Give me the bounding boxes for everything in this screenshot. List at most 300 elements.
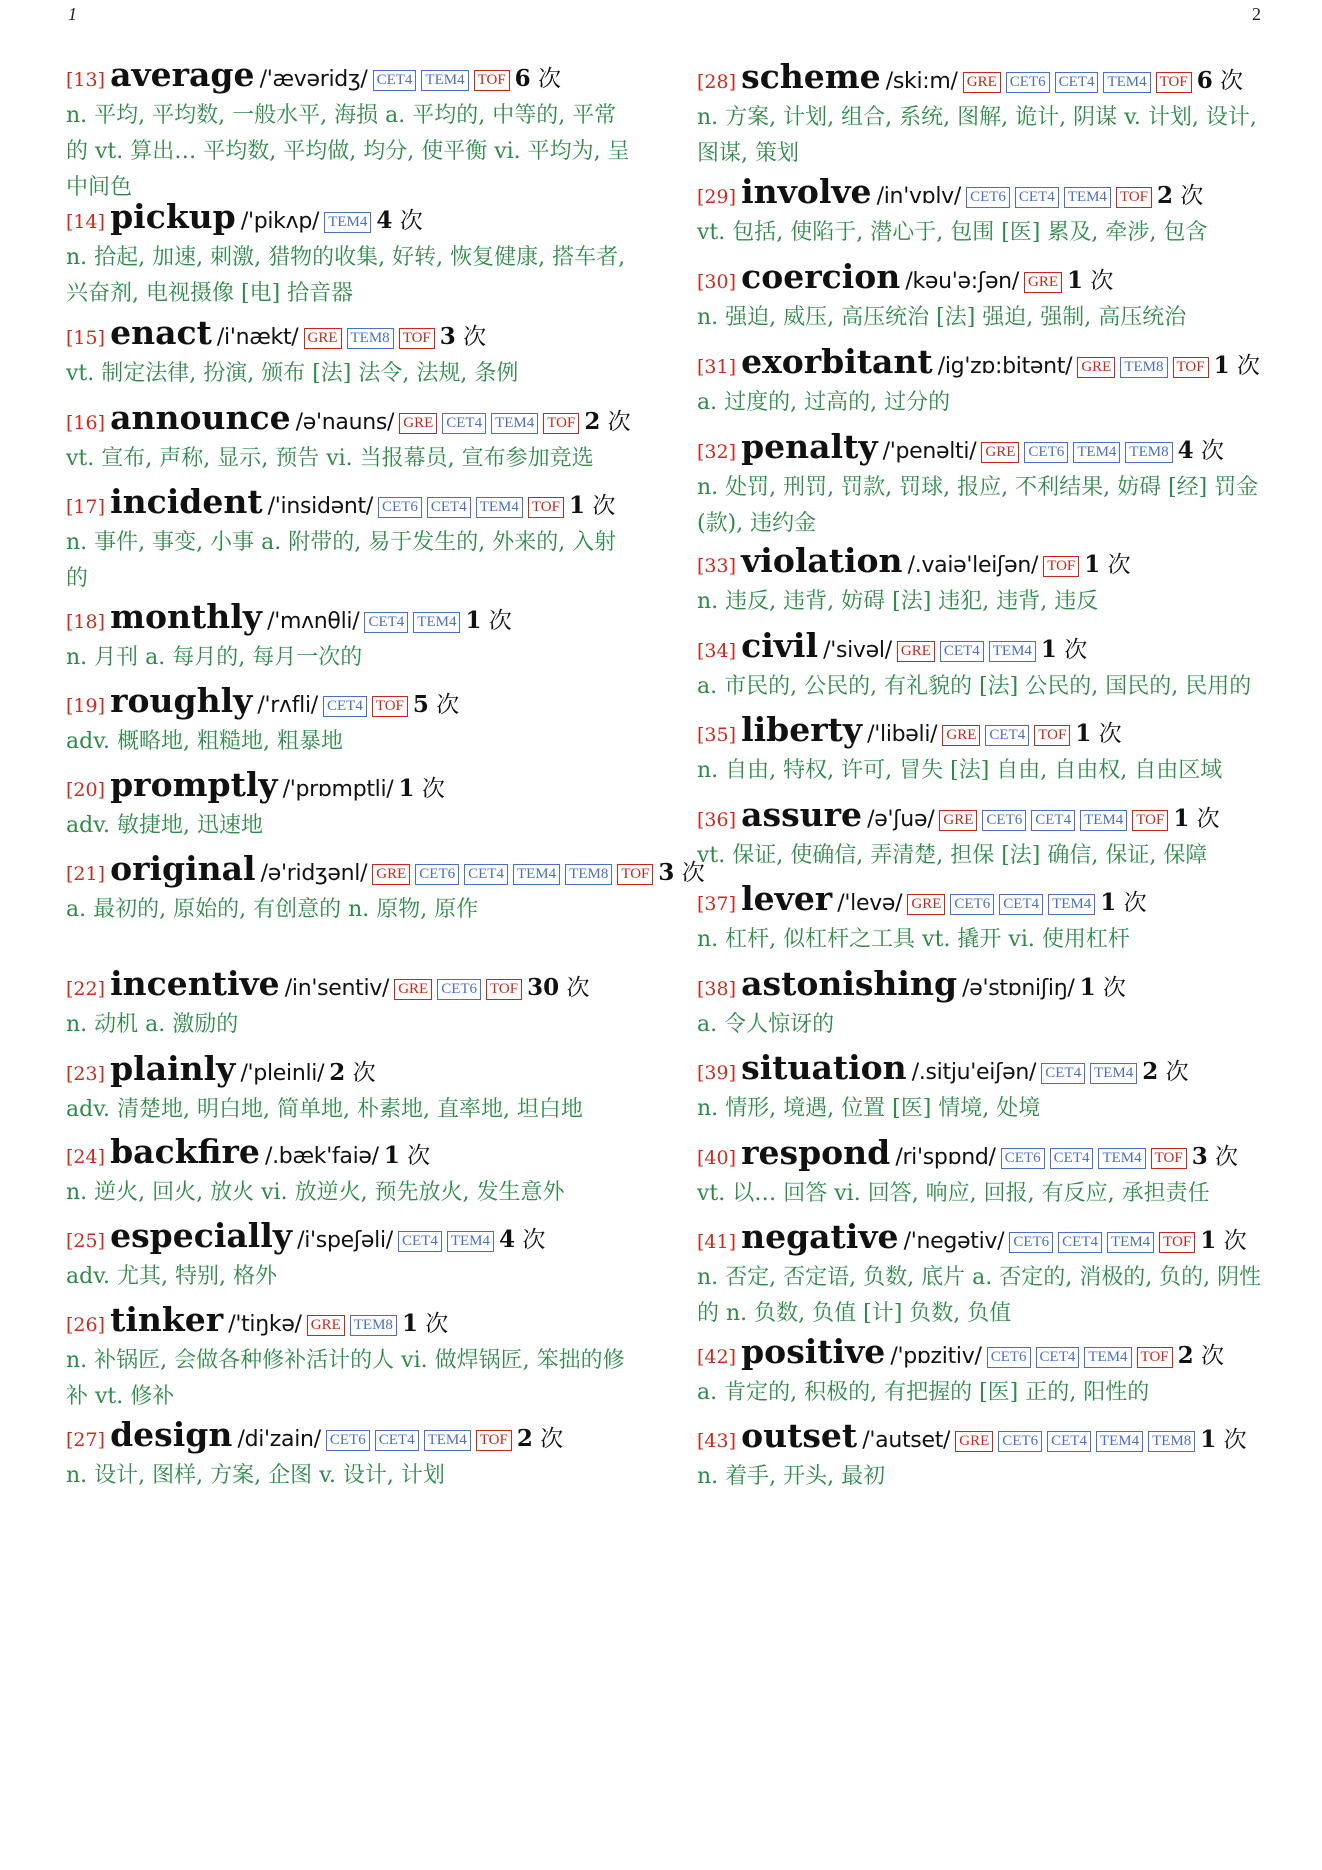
entry-index: [14] bbox=[66, 211, 106, 233]
frequency-unit: 次 bbox=[538, 66, 561, 92]
exam-tag: CET6 bbox=[326, 1430, 370, 1451]
entry-index: [31] bbox=[697, 356, 737, 378]
headword: scheme bbox=[741, 57, 881, 96]
exam-tag: TEM8 bbox=[347, 328, 394, 349]
entry-index: [37] bbox=[697, 893, 737, 915]
exam-tag: CET6 bbox=[950, 894, 994, 915]
exam-tag: TEM4 bbox=[1064, 187, 1111, 208]
phonetic: /in'sentiv/ bbox=[284, 976, 390, 1001]
entry-headline bbox=[697, 1133, 1267, 1176]
definition: n. 平均, 平均数, 一般水平, 海损 a. 平均的, 中等的, 平常的 vt. 算出… 平均数, 平均做, 均分, 使平衡 vi. 平均为, 呈中间色 bbox=[66, 103, 630, 200]
entry-headline bbox=[697, 342, 1267, 385]
entry-index: [32] bbox=[697, 441, 737, 463]
exam-tag: CET4 bbox=[1047, 1431, 1091, 1452]
definition: n. 着手, 开头, 最初 bbox=[697, 1464, 886, 1489]
frequency-unit: 次 bbox=[522, 1227, 546, 1253]
frequency-number: 6 bbox=[1196, 67, 1213, 94]
entry-headline bbox=[697, 710, 1267, 753]
frequency-unit: 次 bbox=[607, 409, 631, 435]
entry-index: [29] bbox=[697, 186, 737, 208]
frequency-count bbox=[499, 1227, 545, 1253]
entry-headline bbox=[697, 257, 1267, 300]
phonetic: /'sivəl/ bbox=[823, 638, 892, 663]
exam-tag: GRE bbox=[399, 413, 437, 434]
exam-tag: CET4 bbox=[940, 641, 984, 662]
exam-tag: CET4 bbox=[427, 497, 471, 518]
entry-index: [13] bbox=[66, 69, 106, 91]
frequency-number: 1 bbox=[465, 607, 482, 634]
exam-tag: TEM8 bbox=[565, 864, 612, 885]
definition: n. 否定, 否定语, 负数, 底片 a. 否定的, 消极的, 负的, 阴性的 n. 负数, 负值 [计] 负数, 负值 bbox=[697, 1265, 1262, 1326]
word-entry bbox=[697, 57, 1267, 172]
frequency-count bbox=[1157, 183, 1203, 209]
entry-headline bbox=[66, 1049, 636, 1092]
frequency-number: 5 bbox=[412, 691, 429, 718]
entry-headline bbox=[66, 482, 636, 525]
frequency-unit: 次 bbox=[425, 1311, 449, 1337]
entry-index: [33] bbox=[697, 555, 737, 577]
definition: a. 过度的, 过高的, 过分的 bbox=[697, 390, 951, 415]
exam-tag: TEM4 bbox=[424, 1430, 471, 1451]
word-entry bbox=[697, 541, 1267, 620]
exam-tag: TEM8 bbox=[1125, 442, 1172, 463]
entry-index: [23] bbox=[66, 1063, 106, 1085]
entry-index: [17] bbox=[66, 496, 106, 518]
exam-tag: CET6 bbox=[987, 1347, 1031, 1368]
frequency-count bbox=[1075, 721, 1121, 747]
definition: vt. 制定法律, 扮演, 颁布 [法] 法令, 法规, 条例 bbox=[66, 361, 519, 386]
frequency-count bbox=[569, 493, 615, 519]
exam-tag: CET4 bbox=[464, 864, 508, 885]
entry-headline bbox=[66, 964, 636, 1007]
phonetic: /ski:m/ bbox=[885, 69, 958, 94]
headword: assure bbox=[741, 795, 863, 834]
frequency-unit: 次 bbox=[463, 324, 487, 350]
exam-tag: GRE bbox=[1077, 357, 1115, 378]
definition: n. 方案, 计划, 组合, 系统, 图解, 诡计, 阴谋 v. 计划, 设计, 图谋, 策划 bbox=[697, 105, 1257, 166]
exam-tag: TOF bbox=[1132, 810, 1168, 831]
frequency-count bbox=[1197, 68, 1243, 94]
frequency-count bbox=[384, 1143, 430, 1169]
exam-tag: CET6 bbox=[1006, 72, 1050, 93]
frequency-number: 3 bbox=[439, 323, 456, 350]
exam-tag: CET6 bbox=[378, 497, 422, 518]
frequency-number: 1 bbox=[1213, 352, 1230, 379]
frequency-unit: 次 bbox=[399, 208, 423, 234]
phonetic: /'autset/ bbox=[862, 1428, 951, 1453]
entry-headline bbox=[697, 795, 1267, 838]
frequency-unit: 次 bbox=[436, 692, 460, 718]
definition: n. 强迫, 威压, 高压统治 [法] 强迫, 强制, 高压统治 bbox=[697, 305, 1187, 330]
phonetic: /ə'nauns/ bbox=[295, 410, 395, 435]
phonetic: /'pɒzitiv/ bbox=[890, 1344, 982, 1369]
entry-headline bbox=[66, 1415, 636, 1458]
definition: n. 拾起, 加速, 刺激, 猎物的收集, 好转, 恢复健康, 搭车者, 兴奋剂, 电视摄像 [电] 拾音器 bbox=[66, 245, 626, 306]
word-entry bbox=[66, 398, 636, 477]
exam-tag: TEM4 bbox=[491, 413, 538, 434]
frequency-count bbox=[527, 975, 589, 1001]
exam-tag: GRE bbox=[372, 864, 410, 885]
frequency-count bbox=[440, 324, 486, 350]
entry-index: [43] bbox=[697, 1430, 737, 1452]
frequency-unit: 次 bbox=[681, 860, 705, 886]
frequency-unit: 次 bbox=[1098, 721, 1122, 747]
exam-tag: CET6 bbox=[437, 979, 481, 1000]
entry-index: [26] bbox=[66, 1314, 106, 1336]
phonetic: /'tiŋkə/ bbox=[228, 1312, 302, 1337]
entry-headline bbox=[697, 427, 1267, 470]
headword: design bbox=[110, 1415, 233, 1454]
phonetic: /'pikʌp/ bbox=[240, 209, 320, 234]
frequency-number: 1 bbox=[398, 775, 415, 802]
phonetic: /.bæk'faiə/ bbox=[265, 1144, 379, 1169]
frequency-unit: 次 bbox=[1200, 1343, 1224, 1369]
headword: penalty bbox=[741, 427, 878, 466]
entry-headline bbox=[697, 172, 1267, 215]
phonetic: /'ævəridʒ/ bbox=[259, 67, 368, 92]
phonetic: /ə'ʃuə/ bbox=[867, 807, 935, 832]
entry-index: [35] bbox=[697, 724, 737, 746]
frequency-count bbox=[1200, 1427, 1246, 1453]
headword: involve bbox=[741, 172, 872, 211]
entry-headline bbox=[697, 1217, 1267, 1260]
frequency-number: 1 bbox=[1075, 720, 1092, 747]
frequency-number: 2 bbox=[516, 1425, 533, 1452]
word-entry bbox=[697, 964, 1267, 1043]
word-entry bbox=[66, 482, 636, 597]
frequency-number: 4 bbox=[376, 207, 393, 234]
frequency-unit: 次 bbox=[1165, 1059, 1189, 1085]
exam-tag: GRE bbox=[942, 725, 980, 746]
definition: adv. 敏捷地, 迅速地 bbox=[66, 813, 263, 838]
definition: n. 自由, 特权, 许可, 冒失 [法] 自由, 自由权, 自由区域 bbox=[697, 758, 1223, 783]
frequency-count bbox=[1041, 637, 1087, 663]
frequency-number: 1 bbox=[383, 1142, 400, 1169]
entry-headline bbox=[66, 681, 636, 724]
frequency-number: 1 bbox=[1040, 636, 1057, 663]
exam-tag: CET4 bbox=[323, 696, 367, 717]
exam-tag: GRE bbox=[907, 894, 945, 915]
frequency-count bbox=[1100, 890, 1146, 916]
frequency-number: 2 bbox=[1157, 182, 1174, 209]
entry-headline bbox=[66, 55, 636, 98]
frequency-unit: 次 bbox=[1180, 183, 1204, 209]
exam-tag: TEM4 bbox=[1103, 72, 1150, 93]
frequency-count bbox=[399, 776, 445, 802]
exam-tag: GRE bbox=[963, 72, 1001, 93]
frequency-number: 1 bbox=[1100, 889, 1117, 916]
exam-tag: TOF bbox=[1159, 1232, 1195, 1253]
frequency-number: 1 bbox=[568, 492, 585, 519]
word-entry bbox=[697, 1048, 1267, 1127]
exam-tag: CET4 bbox=[1055, 72, 1099, 93]
phonetic: /'negətiv/ bbox=[903, 1229, 1005, 1254]
phonetic: /ig'zɒ:bitənt/ bbox=[937, 354, 1073, 379]
frequency-unit: 次 bbox=[1220, 68, 1244, 94]
exam-tag: CET6 bbox=[982, 810, 1026, 831]
phonetic: /in'vɒlv/ bbox=[876, 184, 961, 209]
exam-tag: TOF bbox=[1034, 725, 1070, 746]
entry-headline bbox=[66, 398, 636, 441]
frequency-count bbox=[376, 208, 422, 234]
phonetic: /ə'ridʒənl/ bbox=[260, 861, 368, 886]
word-entry bbox=[697, 1133, 1267, 1212]
entry-index: [18] bbox=[66, 611, 106, 633]
word-entry bbox=[66, 197, 636, 312]
frequency-unit: 次 bbox=[566, 975, 590, 1001]
frequency-number: 1 bbox=[401, 1310, 418, 1337]
frequency-number: 30 bbox=[527, 974, 560, 1001]
exam-tag: TOF bbox=[1137, 1347, 1173, 1368]
frequency-count bbox=[1192, 1144, 1238, 1170]
exam-tag: CET6 bbox=[966, 187, 1010, 208]
headword: tinker bbox=[110, 1300, 224, 1339]
exam-tag: TOF bbox=[372, 696, 408, 717]
frequency-number: 1 bbox=[1200, 1426, 1217, 1453]
frequency-unit: 次 bbox=[1090, 268, 1114, 294]
page-number-right: 2 bbox=[1252, 4, 1261, 24]
frequency-unit: 次 bbox=[1102, 975, 1126, 1001]
exam-tag: TEM4 bbox=[1084, 1347, 1131, 1368]
definition: vt. 宣布, 声称, 显示, 预告 vi. 当报幕员, 宣布参加竞选 bbox=[66, 446, 594, 471]
exam-tag: CET4 bbox=[364, 612, 408, 633]
headword: incentive bbox=[110, 964, 280, 1003]
exam-tag: GRE bbox=[1024, 272, 1062, 293]
entry-headline bbox=[697, 964, 1267, 1007]
headword: monthly bbox=[110, 597, 262, 636]
phonetic: /'penəlti/ bbox=[882, 439, 977, 464]
entry-index: [24] bbox=[66, 1146, 106, 1168]
definition: vt. 包括, 使陷于, 潜心于, 包围 [医] 累及, 牵涉, 包含 bbox=[697, 220, 1208, 245]
definition: adv. 概略地, 粗糙地, 粗暴地 bbox=[66, 729, 343, 754]
exam-tag: TOF bbox=[486, 979, 522, 1000]
headword: coercion bbox=[741, 257, 901, 296]
entry-headline bbox=[66, 1132, 636, 1175]
frequency-unit: 次 bbox=[1236, 353, 1260, 379]
exam-tag: TOF bbox=[476, 1430, 512, 1451]
frequency-count bbox=[584, 409, 630, 435]
headword: outset bbox=[741, 1416, 858, 1455]
entry-headline bbox=[697, 1332, 1267, 1375]
definition: n. 事件, 事变, 小事 a. 附带的, 易于发生的, 外来的, 入射的 bbox=[66, 530, 617, 591]
exam-tag: TEM8 bbox=[350, 1315, 397, 1336]
definition: a. 市民的, 公民的, 有礼貌的 [法] 公民的, 国民的, 民用的 bbox=[697, 674, 1252, 699]
definition: vt. 保证, 使确信, 弄清楚, 担保 [法] 确信, 保证, 保障 bbox=[697, 843, 1208, 868]
exam-tag: TEM4 bbox=[324, 212, 371, 233]
word-entry bbox=[697, 795, 1267, 874]
word-entry bbox=[697, 626, 1267, 705]
exam-tag: TOF bbox=[528, 497, 564, 518]
entry-index: [28] bbox=[697, 71, 737, 93]
headword: average bbox=[110, 55, 255, 94]
word-entry bbox=[66, 1049, 636, 1128]
frequency-number: 3 bbox=[658, 859, 675, 886]
definition: a. 肯定的, 积极的, 有把握的 [医] 正的, 阳性的 bbox=[697, 1380, 1150, 1405]
exam-tag: CET6 bbox=[998, 1431, 1042, 1452]
exam-tag: CET4 bbox=[1015, 187, 1059, 208]
word-entry bbox=[697, 1217, 1267, 1332]
frequency-number: 1 bbox=[1173, 805, 1190, 832]
exam-tag: TOF bbox=[474, 70, 510, 91]
phonetic: /'insidənt/ bbox=[267, 494, 373, 519]
definition: n. 违反, 违背, 妨碍 [法] 违犯, 违背, 违反 bbox=[697, 589, 1099, 614]
headword: lever bbox=[741, 879, 833, 918]
frequency-number: 4 bbox=[1177, 437, 1194, 464]
exam-tag: GRE bbox=[394, 979, 432, 1000]
entry-index: [21] bbox=[66, 863, 106, 885]
frequency-unit: 次 bbox=[1223, 1228, 1247, 1254]
entry-index: [36] bbox=[697, 809, 737, 831]
entry-index: [40] bbox=[697, 1147, 737, 1169]
frequency-count bbox=[1178, 1343, 1224, 1369]
entry-headline bbox=[697, 541, 1267, 584]
headword: especially bbox=[110, 1216, 293, 1255]
phonetic: /kəu'ə:ʃən/ bbox=[905, 269, 1019, 294]
frequency-number: 2 bbox=[1142, 1058, 1159, 1085]
page-number-left: 1 bbox=[68, 4, 77, 24]
frequency-unit: 次 bbox=[488, 608, 512, 634]
word-entry bbox=[66, 1132, 636, 1211]
headword: incident bbox=[110, 482, 263, 521]
phonetic: /'mʌnθli/ bbox=[267, 609, 360, 634]
entry-index: [20] bbox=[66, 779, 106, 801]
exam-tag: GRE bbox=[307, 1315, 345, 1336]
headword: positive bbox=[741, 1332, 886, 1371]
frequency-number: 2 bbox=[329, 1059, 346, 1086]
frequency-count bbox=[402, 1311, 448, 1337]
word-entry bbox=[66, 849, 705, 928]
definition: adv. 尤其, 特别, 格外 bbox=[66, 1264, 277, 1289]
entry-index: [39] bbox=[697, 1062, 737, 1084]
headword: plainly bbox=[110, 1049, 236, 1088]
exam-tag: TEM4 bbox=[1096, 1431, 1143, 1452]
phonetic: /.vaiə'leiʃən/ bbox=[907, 553, 1039, 578]
frequency-number: 1 bbox=[1200, 1227, 1217, 1254]
headword: roughly bbox=[110, 681, 253, 720]
headword: respond bbox=[741, 1133, 891, 1172]
headword: announce bbox=[110, 398, 291, 437]
phonetic: /i'speʃəli/ bbox=[297, 1228, 393, 1253]
entry-index: [25] bbox=[66, 1230, 106, 1252]
word-entry bbox=[697, 342, 1267, 421]
frequency-count bbox=[1200, 1228, 1246, 1254]
exam-tag: TEM4 bbox=[1073, 442, 1120, 463]
headword: violation bbox=[741, 541, 903, 580]
exam-tag: TOF bbox=[1151, 1148, 1187, 1169]
exam-tag: CET4 bbox=[1058, 1232, 1102, 1253]
headword: situation bbox=[741, 1048, 907, 1087]
exam-tag: TEM4 bbox=[1048, 894, 1095, 915]
frequency-number: 2 bbox=[584, 408, 601, 435]
definition: n. 杠杆, 似杠杆之工具 vt. 撬开 vi. 使用杠杆 bbox=[697, 927, 1130, 952]
phonetic: /di'zain/ bbox=[237, 1427, 321, 1452]
word-entry bbox=[66, 1415, 636, 1494]
headword: original bbox=[110, 849, 256, 888]
exam-tag: CET4 bbox=[375, 1430, 419, 1451]
frequency-count bbox=[515, 66, 561, 92]
frequency-number: 1 bbox=[1084, 551, 1101, 578]
exam-tag: TEM4 bbox=[1080, 810, 1127, 831]
exam-tag: GRE bbox=[955, 1431, 993, 1452]
exam-tag: TEM4 bbox=[1090, 1063, 1137, 1084]
phonetic: /i'nækt/ bbox=[216, 325, 299, 350]
entry-headline bbox=[66, 765, 636, 808]
exam-tag: TEM4 bbox=[1107, 1232, 1154, 1253]
exam-tag: TEM8 bbox=[1120, 357, 1167, 378]
frequency-unit: 次 bbox=[1107, 552, 1131, 578]
exam-tag: TOF bbox=[399, 328, 435, 349]
word-entry bbox=[697, 1332, 1267, 1411]
entry-headline bbox=[697, 1416, 1267, 1459]
word-entry bbox=[66, 313, 636, 392]
entry-index: [34] bbox=[697, 640, 737, 662]
frequency-unit: 次 bbox=[1064, 637, 1088, 663]
exam-tag: TEM8 bbox=[1148, 1431, 1195, 1452]
entry-index: [38] bbox=[697, 978, 737, 1000]
exam-tag: TEM4 bbox=[1098, 1148, 1145, 1169]
exam-tag: TEM4 bbox=[421, 70, 468, 91]
entry-index: [19] bbox=[66, 695, 106, 717]
frequency-unit: 次 bbox=[352, 1060, 376, 1086]
definition: n. 补锅匠, 会做各种修补活计的人 vi. 做焊锅匠, 笨拙的修补 vt. 修补 bbox=[66, 1348, 625, 1409]
headword: exorbitant bbox=[741, 342, 933, 381]
entry-headline bbox=[697, 879, 1267, 922]
exam-tag: TOF bbox=[617, 864, 653, 885]
frequency-number: 3 bbox=[1191, 1143, 1208, 1170]
entry-headline bbox=[66, 1216, 636, 1259]
entry-index: [41] bbox=[697, 1231, 737, 1253]
exam-tag: GRE bbox=[981, 442, 1019, 463]
entry-headline bbox=[697, 1048, 1267, 1091]
entry-headline bbox=[66, 1300, 636, 1343]
word-entry bbox=[66, 681, 636, 760]
headword: astonishing bbox=[741, 964, 958, 1003]
frequency-unit: 次 bbox=[540, 1426, 564, 1452]
exam-tag: CET4 bbox=[398, 1231, 442, 1252]
entry-headline bbox=[66, 313, 636, 356]
exam-tag: GRE bbox=[304, 328, 342, 349]
word-entry bbox=[66, 964, 636, 1043]
exam-tag: CET4 bbox=[442, 413, 486, 434]
definition: a. 最初的, 原始的, 有创意的 n. 原物, 原作 bbox=[66, 897, 479, 922]
exam-tag: TEM4 bbox=[513, 864, 560, 885]
frequency-count bbox=[1214, 353, 1260, 379]
frequency-unit: 次 bbox=[407, 1143, 431, 1169]
frequency-number: 1 bbox=[1079, 974, 1096, 1001]
frequency-number: 1 bbox=[1067, 267, 1084, 294]
exam-tag: CET4 bbox=[999, 894, 1043, 915]
entry-headline bbox=[697, 57, 1267, 100]
exam-tag: CET4 bbox=[985, 725, 1029, 746]
exam-tag: CET6 bbox=[1009, 1232, 1053, 1253]
word-entry bbox=[697, 879, 1267, 958]
phonetic: /'prɒmptli/ bbox=[282, 777, 394, 802]
word-entry bbox=[697, 172, 1267, 251]
frequency-count bbox=[1067, 268, 1113, 294]
headword: pickup bbox=[110, 197, 236, 236]
frequency-unit: 次 bbox=[421, 776, 445, 802]
frequency-count bbox=[1142, 1059, 1188, 1085]
headword: liberty bbox=[741, 710, 863, 749]
exam-tag: TEM4 bbox=[476, 497, 523, 518]
headword: enact bbox=[110, 313, 212, 352]
phonetic: /'pleinli/ bbox=[240, 1061, 325, 1086]
word-entry bbox=[697, 427, 1267, 542]
frequency-count bbox=[329, 1060, 375, 1086]
frequency-count bbox=[413, 692, 459, 718]
headword: backfire bbox=[110, 1132, 260, 1171]
frequency-count bbox=[1178, 438, 1224, 464]
